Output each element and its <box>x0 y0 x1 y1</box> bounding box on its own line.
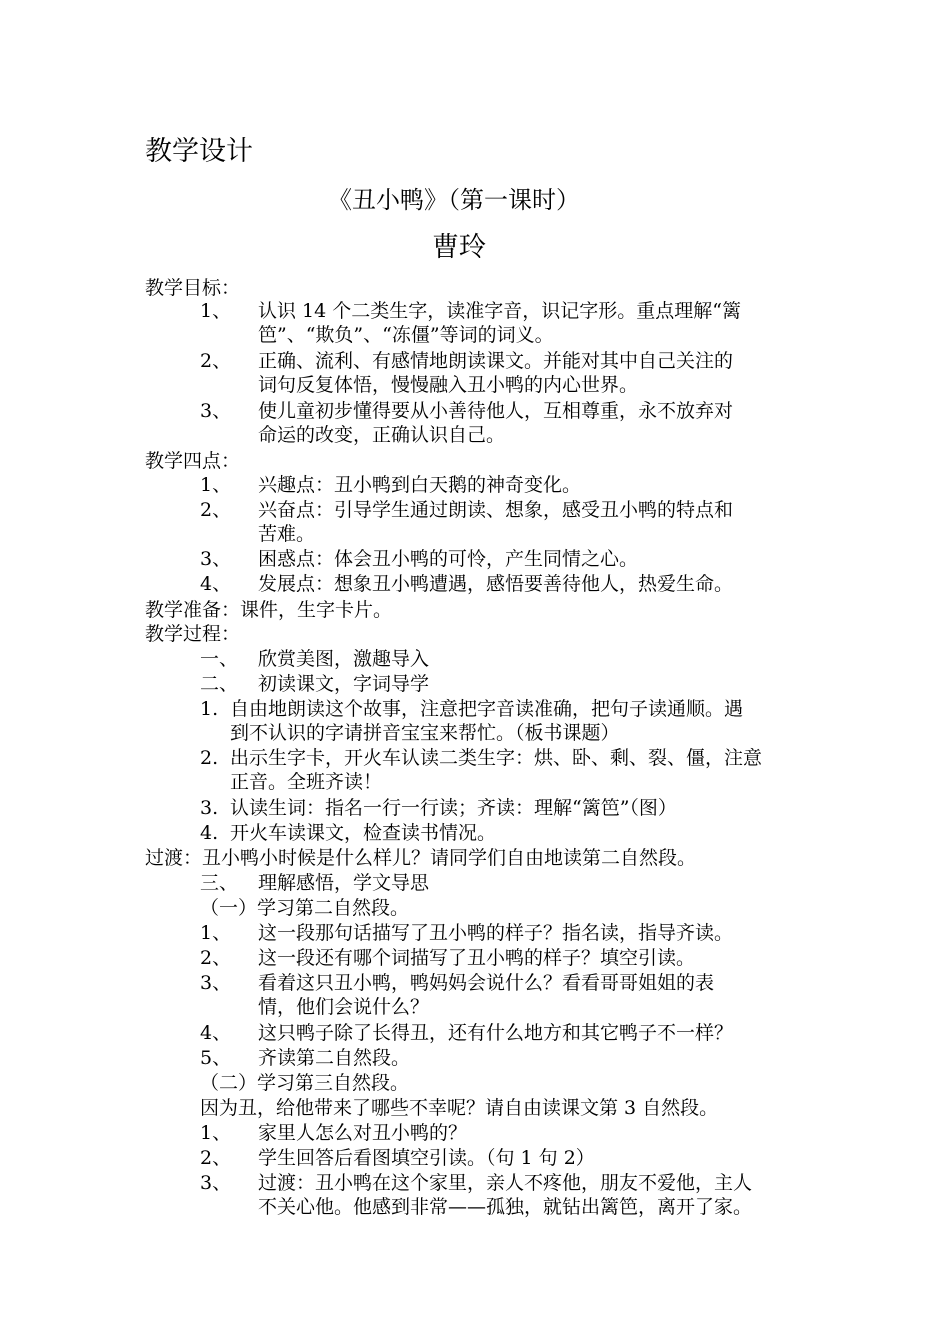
substep-number: 3. <box>200 797 219 819</box>
step-number: 二、 <box>200 673 239 695</box>
substep-text: 开火车读课文，检查读书情况。 <box>230 822 497 844</box>
step-text: 理解感悟，学文导思 <box>258 872 430 894</box>
goal-text: 命运的改变，正确认识自己。 <box>258 424 506 446</box>
substep-text: 认读生词：指名一行一行读；齐读：理解“篱笆”（图） <box>230 797 677 819</box>
part-item-number: 3、 <box>200 972 232 994</box>
goal-text: 认识 14 个二类生字，读准字音，识记字形。重点理解“篱 <box>258 300 741 322</box>
part-heading: （二）学习第三自然段。 <box>200 1072 410 1094</box>
step-text: 欣赏美图，激趣导入 <box>258 648 430 670</box>
part-item-number: 4、 <box>200 1022 232 1044</box>
transition-text: 过渡：丑小鸭小时候是什么样儿？请同学们自由地读第二自然段。 <box>145 847 697 869</box>
substep-text: 出示生字卡，开火车认读二类生字：烘、卧、剩、裂、僵，注意 <box>230 747 763 769</box>
goal-number: 3、 <box>200 400 232 422</box>
points-heading: 教学四点： <box>145 450 241 472</box>
part-item-text: 这一段那句话描写了丑小鸭的样子？指名读，指导齐读。 <box>258 922 734 944</box>
part-item-text: 学生回答后看图填空引读。（句 1 句 2） <box>258 1147 595 1169</box>
substep-text: 到不认识的字请拼音宝宝来帮忙。（板书课题） <box>230 722 620 744</box>
goals-heading: 教学目标： <box>145 277 241 299</box>
part-item-number: 5、 <box>200 1047 232 1069</box>
part-heading: （一）学习第二自然段。 <box>200 897 410 919</box>
part-item-text: 这只鸭子除了长得丑，还有什么地方和其它鸭子不一样？ <box>258 1022 734 1044</box>
goal-text: 笆”、“欺负”、“冻僵”等词的词义。 <box>258 324 554 346</box>
part-item-text: 家里人怎么对丑小鸭的？ <box>258 1122 468 1144</box>
substep-text: 正音。全班齐读！ <box>230 771 383 793</box>
point-text: 苦难。 <box>258 523 316 545</box>
point-text: 困惑点：体会丑小鸭的可怜，产生同情之心。 <box>258 548 639 570</box>
part-item-text: 过渡：丑小鸭在这个家里，亲人不疼他，朋友不爱他，主人 <box>258 1172 753 1194</box>
step-number: 三、 <box>200 872 239 894</box>
lesson-title: 《丑小鸭》（第一课时） <box>328 186 580 214</box>
point-number: 1、 <box>200 474 232 496</box>
point-text: 发展点：想象丑小鸭遭遇，感悟要善待他人，热爱生命。 <box>258 573 734 595</box>
substep-number: 1. <box>200 698 219 720</box>
substep-number: 2. <box>200 747 219 769</box>
goal-text: 正确、流利、有感情地朗读课文。并能对其中自己关注的 <box>258 350 734 372</box>
point-number: 2、 <box>200 499 232 521</box>
part-item-text: 看着这只丑小鸭，鸭妈妈会说什么？看看哥哥姐姐的表 <box>258 972 715 994</box>
part-item-text: 不关心他。他感到非常——孤独，就钻出篱笆，离开了家。 <box>258 1196 753 1218</box>
teaching-prep: 教学准备：课件，生字卡片。 <box>145 599 393 621</box>
part-intro: 因为丑，给他带来了哪些不幸呢？请自由读课文第 3 自然段。 <box>200 1097 719 1119</box>
point-number: 4、 <box>200 573 232 595</box>
goal-text: 词句反复体悟，慢慢融入丑小鸭的内心世界。 <box>258 374 639 396</box>
point-text: 兴奋点：引导学生通过朗读、想象，感受丑小鸭的特点和 <box>258 499 734 521</box>
process-heading: 教学过程： <box>145 623 241 645</box>
step-number: 一、 <box>200 648 239 670</box>
substep-number: 4. <box>200 822 219 844</box>
part-item-text: 齐读第二自然段。 <box>258 1047 411 1069</box>
point-text: 兴趣点：丑小鸭到白天鹅的神奇变化。 <box>258 474 582 496</box>
part-item-number: 2、 <box>200 947 232 969</box>
author-name: 曹玲 <box>432 232 486 263</box>
substep-text: 自由地朗读这个故事，注意把字音读准确，把句子读通顺。遇 <box>230 698 744 720</box>
goal-number: 2、 <box>200 350 232 372</box>
part-item-number: 1、 <box>200 922 232 944</box>
point-number: 3、 <box>200 548 232 570</box>
part-item-number: 1、 <box>200 1122 232 1144</box>
goal-number: 1、 <box>200 300 232 322</box>
part-item-text: 这一段还有哪个词描写了丑小鸭的样子？填空引读。 <box>258 947 696 969</box>
step-text: 初读课文，字词导学 <box>258 673 430 695</box>
part-item-number: 2、 <box>200 1147 232 1169</box>
part-item-number: 3、 <box>200 1172 232 1194</box>
doc-title: 教学设计 <box>145 136 253 167</box>
goal-text: 使儿童初步懂得要从小善待他人，互相尊重，永不放弃对 <box>258 400 734 422</box>
part-item-text: 情，他们会说什么？ <box>258 996 430 1018</box>
